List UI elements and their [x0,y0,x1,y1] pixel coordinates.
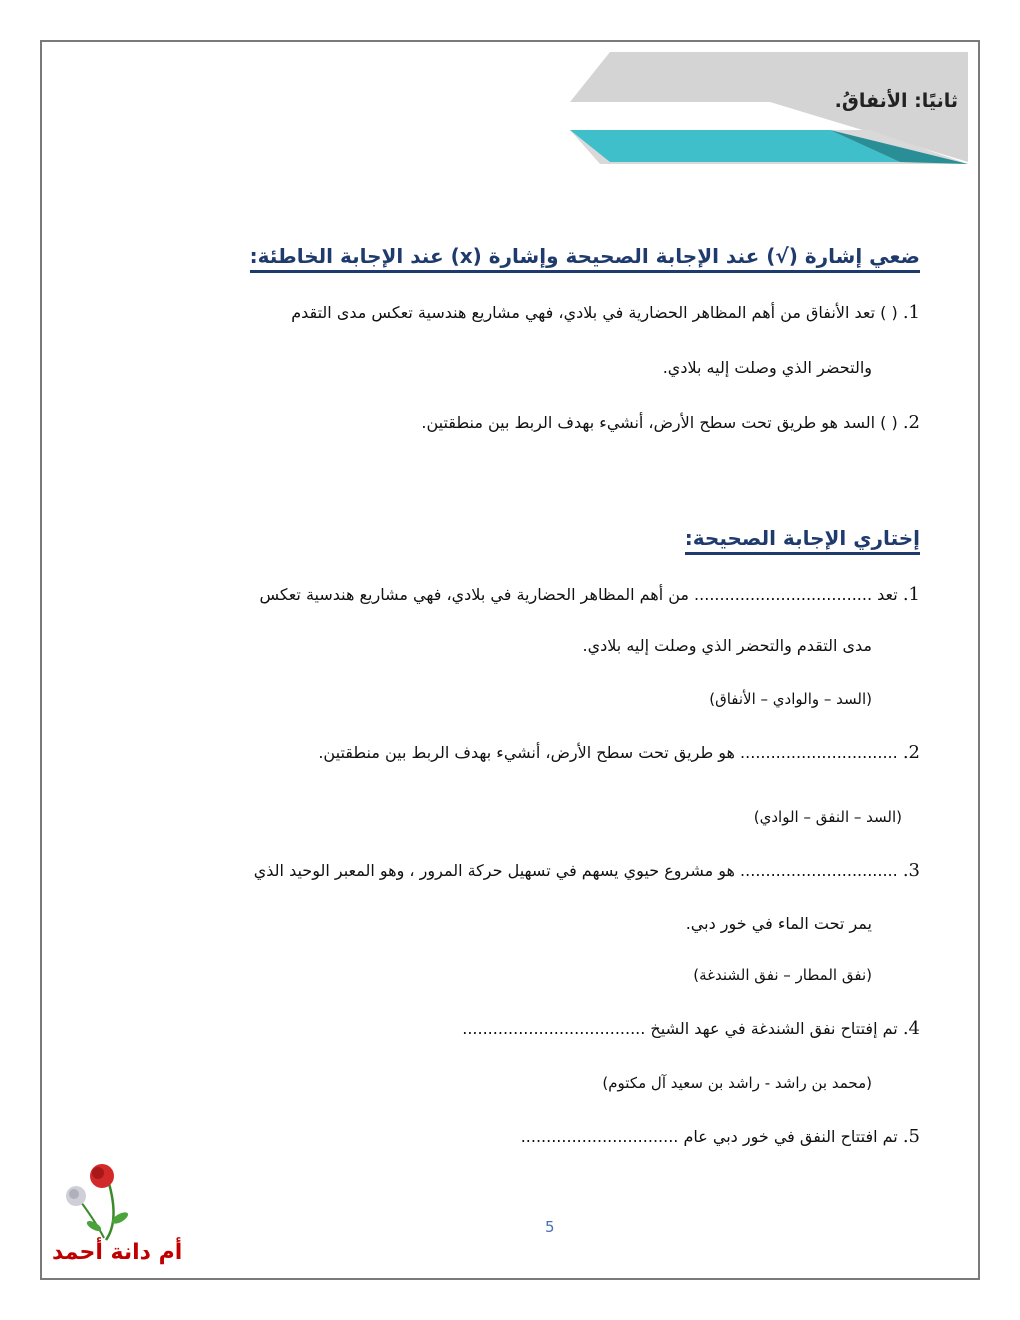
page-number: 5 [545,1218,555,1236]
s2-item3-line1 [254,860,920,881]
s1-item1-line2: والتحضر الذي وصلت إليه بلادي. [662,358,872,377]
s2-item1-line2: مدى التقدم والتحضر الذي وصلت إليه بلادي. [582,636,872,655]
s2-item4-text: تم إفتتاح نفق الشندغة في عهد الشيخ .................................... [462,1019,898,1038]
s2-item2-line1 [318,742,920,763]
section2-heading: إختاري الإجابة الصحيحة: [685,526,920,555]
s2-item1-number: 1. [902,584,920,605]
s2-item5-line1 [521,1126,920,1147]
s2-item3-choices: (نفق المطار – نفق الشندغة) [693,966,872,984]
s2-item2-number: 2. [902,742,920,763]
s1-item1-line1 [291,302,920,323]
logo-text: أم دانة أحمد [52,1240,183,1265]
s2-item3-number: 3. [902,860,920,881]
s1-item2-line1 [421,412,920,433]
s2-item4-line1 [462,1018,920,1039]
page-title: ثانيًا: الأنفاقُ. [834,90,958,112]
header-banner [570,52,968,192]
s2-item3-line2: يمر تحت الماء في خور دبي. [685,914,872,933]
s1-item1-number: 1. [902,302,920,323]
s2-item2-choices: (السد – النفق – الوادي) [753,808,902,826]
s2-item4-number: 4. [902,1018,920,1039]
s2-item1-line1 [259,584,920,605]
s2-item1-choices: (السد – والوادي – الأنفاق) [709,690,872,708]
s1-item1-text: ( ) تعد الأنفاق من أهم المظاهر الحضارية في بلادي، فهي مشاريع هندسية تعكس مدى التقدم [291,303,898,322]
s2-item4-choices: (محمد بن راشد - راشد بن سعيد آل مكتوم) [602,1074,872,1092]
section1-heading: ضعي إشارة (√) عند الإجابة الصحيحة وإشارة (x) عند الإجابة الخاطئة: [250,244,920,273]
s1-item2-text: ( ) السد هو طريق تحت سطح الأرض، أنشيء بهدف الربط بين منطقتين. [421,413,898,432]
s2-item5-text: تم افتتاح النفق في خور دبي عام ............................... [520,1127,898,1146]
page-border [40,40,980,1280]
s2-item3-text: ............................... هو مشروع حيوي يسهم في تسهيل حركة المرور ، وهو المعبر الوحيد الذي [253,861,898,880]
s2-item2-text: ............................... هو طريق تحت سطح الأرض، أنشيء بهدف الربط بين منطقتين. [318,743,898,762]
s2-item5-number: 5. [902,1126,920,1147]
s1-item2-number: 2. [902,412,920,433]
s2-item1-text: تعد ................................... من أهم المظاهر الحضارية في بلادي، فهي مشاريع هندسية تعكس [259,585,898,604]
